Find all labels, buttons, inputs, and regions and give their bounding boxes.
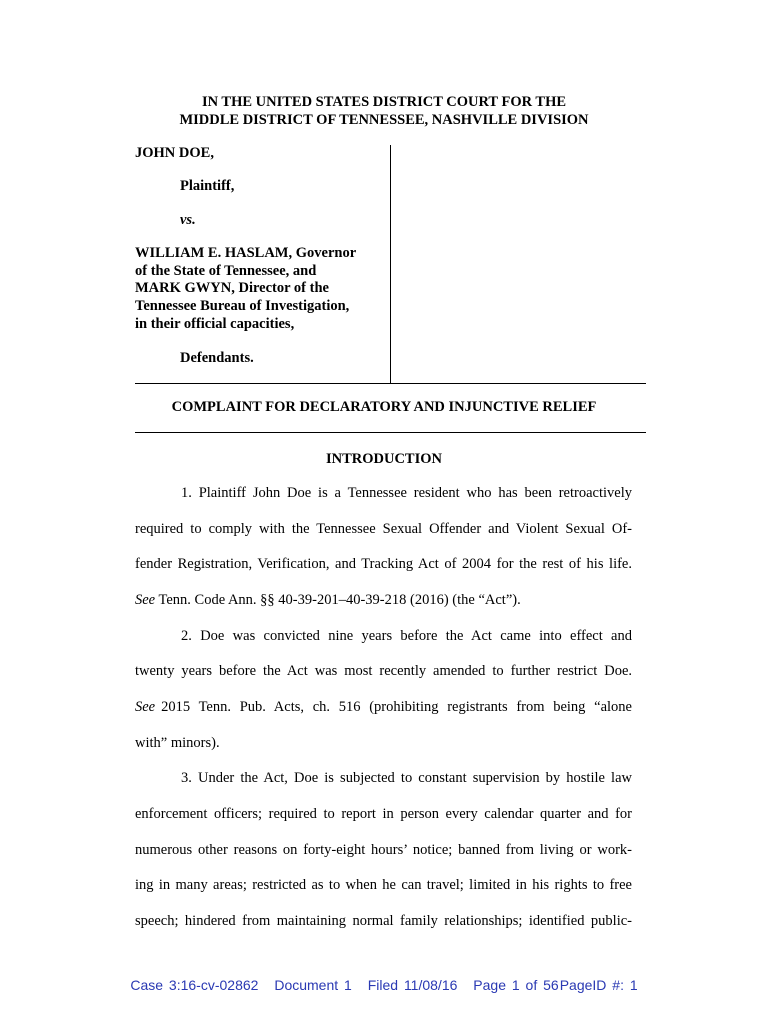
plaintiff-role: Plaintiff, [180, 178, 235, 194]
defendant-line: MARK GWYN, Director of the [135, 280, 329, 296]
footer-case-number: Case 3:16-cv-02862 [130, 977, 259, 993]
paragraph-line: required to comply with the Tennessee Sexual Offender and Violent Sexual Of- [135, 521, 632, 537]
footer-document: Document 1 [274, 977, 352, 993]
paragraph-line: See Tenn. Code Ann. §§ 40-39-201–40-39-218 (2016) (the “Act”). [135, 592, 521, 608]
paragraph-line: numerous other reasons on forty-eight hours’ notice; banned from living or work- [135, 842, 632, 858]
title-rule-top [135, 383, 646, 384]
plaintiff-name: JOHN DOE, [135, 145, 214, 161]
title-rule-bottom [135, 432, 646, 433]
defendant-line: in their official capacities, [135, 316, 295, 332]
court-name-line-1: IN THE UNITED STATES DISTRICT COURT FOR THE [201, 94, 567, 110]
paragraph-line: fender Registration, Verification, and Tracking Act of 2004 for the rest of his life. [135, 556, 632, 572]
section-heading: INTRODUCTION [325, 451, 442, 467]
see-signal: See [135, 592, 156, 608]
paragraph-line: See 2015 Tenn. Pub. Acts, ch. 516 (prohibiting registrants from being “alone [135, 699, 632, 715]
defendant-role: Defendants. [180, 350, 254, 366]
defendant-line: WILLIAM E. HASLAM, Governor [135, 245, 357, 261]
defendant-line: Tennessee Bureau of Investigation, [135, 298, 350, 314]
footer-pageid: PageID #: 1 [559, 977, 638, 993]
court-name-line-2: MIDDLE DISTRICT OF TENNESSEE, NASHVILLE DIVISION [179, 112, 589, 128]
paragraph-line: 1. Plaintiff John Doe is a Tennessee resident who has been retroactively [181, 485, 632, 501]
see-signal: See [135, 699, 156, 715]
paragraph-line: enforcement officers; required to report in person every calendar quarter and for [135, 806, 632, 822]
footer-filed-date: Filed 11/08/16 [367, 977, 458, 993]
paragraph-line: with” minors). [135, 735, 220, 751]
versus: vs. [180, 212, 196, 228]
paragraph-line: 3. Under the Act, Doe is subjected to constant supervision by hostile law [181, 770, 632, 786]
paragraph-line: ing in many areas; restricted as to when he can travel; limited in his rights to free [135, 877, 632, 893]
footer-page: Page 1 of 56 [473, 977, 559, 993]
document-title: COMPLAINT FOR DECLARATORY AND INJUNCTIVE RELIEF [171, 399, 597, 415]
defendant-line: of the State of Tennessee, and [135, 263, 317, 279]
caption-divider [390, 145, 391, 383]
paragraph-line: 2. Doe was convicted nine years before the Act came into effect and [181, 628, 632, 644]
paragraph-line: twenty years before the Act was most recently amended to further restrict Doe. [135, 663, 632, 679]
paragraph-line: speech; hindered from maintaining normal family relationships; identified public- [135, 913, 632, 929]
ecf-footer [0, 977, 768, 993]
